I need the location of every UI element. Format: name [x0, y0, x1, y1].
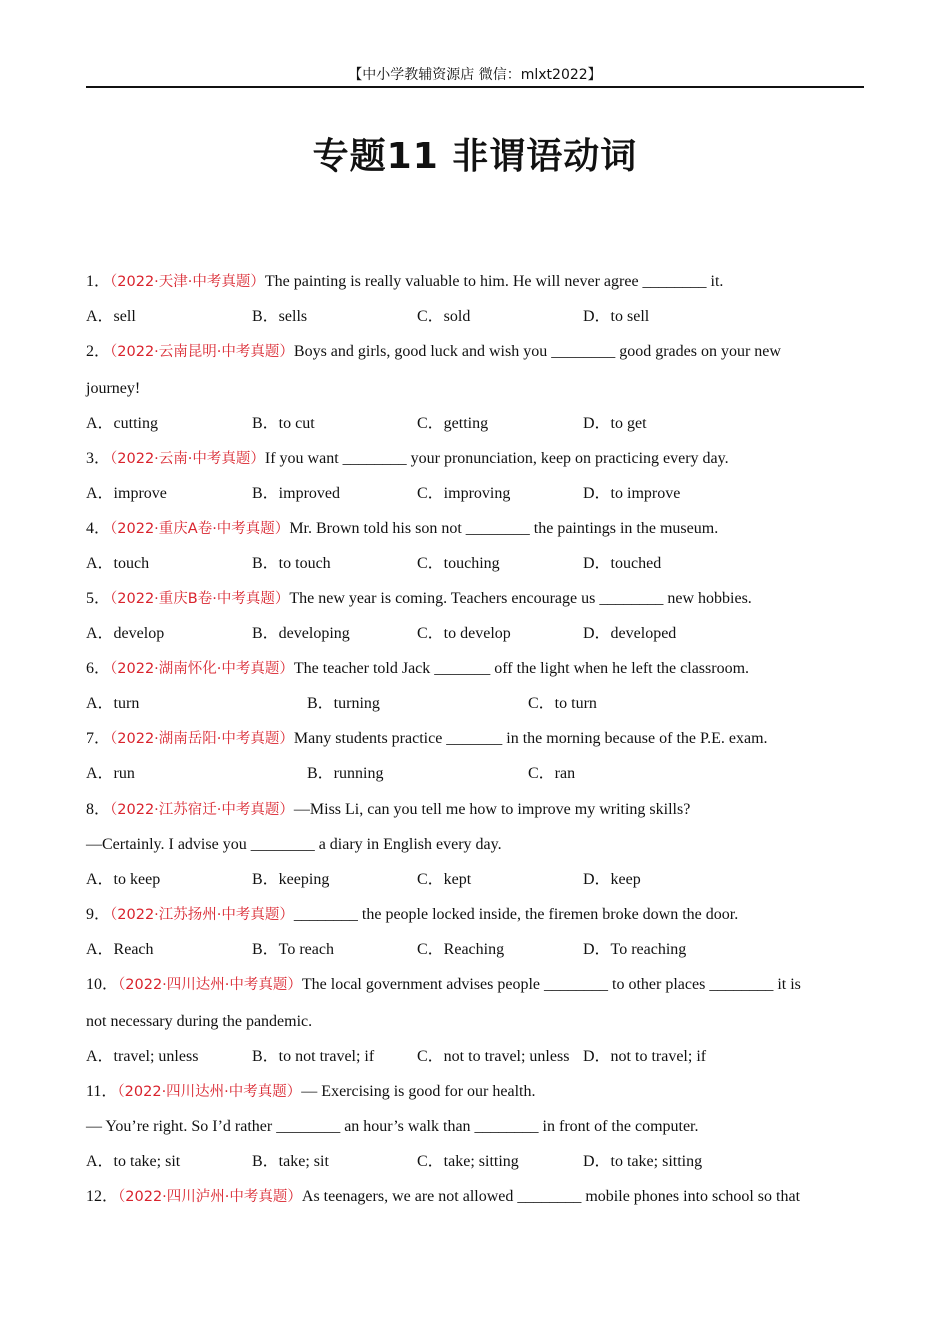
question-8 — [86, 800, 866, 820]
question-10 — [86, 975, 866, 995]
option-a: A．Reach — [86, 941, 154, 958]
question-source: （2022·四川泸州·中考真题） — [118, 1189, 302, 1205]
option-a: A．develop — [86, 625, 165, 642]
question-text: Boys and girls, good luck and wish you ________ good grades on your new — [293, 343, 781, 360]
question-number: 10． — [86, 976, 119, 993]
option-c: C．to develop — [417, 625, 511, 642]
options-5 — [86, 624, 866, 644]
question-source: （2022·湖南岳阳·中考真题） — [110, 731, 294, 747]
option-b: B．keeping — [252, 871, 330, 888]
option-d: D．To reaching — [583, 941, 687, 958]
option-d: D．to get — [583, 415, 647, 432]
option-b: B．to not travel; if — [252, 1048, 375, 1065]
option-a: A．cutting — [86, 415, 158, 432]
options-4 — [86, 554, 866, 574]
option-b: B．turning — [307, 695, 380, 712]
option-b: B．sells — [252, 308, 308, 325]
question-number: 3． — [86, 450, 111, 467]
option-b: B．to touch — [252, 555, 331, 572]
question-6 — [86, 659, 866, 679]
question-text: If you want ________ your pronunciation, keep on practicing every day. — [264, 450, 729, 467]
options-11 — [86, 1152, 866, 1172]
question-text: —Miss Li, can you tell me how to improve my writing skills? — [293, 801, 691, 818]
option-c: C．Reaching — [417, 941, 505, 958]
question-source: （2022·云南昆明·中考真题） — [110, 344, 294, 360]
question-text: As teenagers, we are not allowed ________ mobile phones into school so that — [301, 1188, 801, 1205]
question-source: （2022·四川达州·中考真题） — [118, 977, 302, 993]
option-a: A．to keep — [86, 871, 161, 888]
option-c: C．take; sitting — [417, 1153, 519, 1170]
option-c: C．kept — [417, 871, 472, 888]
options-7 — [86, 764, 866, 784]
option-d: D．not to travel; if — [583, 1048, 707, 1065]
question-1 — [86, 272, 866, 292]
options-3 — [86, 484, 866, 504]
option-a: A．touch — [86, 555, 150, 572]
option-b: B．to cut — [252, 415, 315, 432]
question-number: 2． — [86, 343, 111, 360]
question-text: The teacher told Jack _______ off the light when he left the classroom. — [293, 660, 750, 677]
question-source: （2022·天津·中考真题） — [110, 274, 265, 290]
option-c: C．to turn — [528, 695, 597, 712]
question-text: Many students practice _______ in the morning because of the P.E. exam. — [293, 730, 768, 747]
option-a: A．run — [86, 765, 135, 782]
question-source: （2022·湖南怀化·中考真题） — [110, 661, 294, 677]
question-text: The new year is coming. Teachers encourage us ________ new hobbies. — [289, 590, 752, 607]
question-number: 5． — [86, 590, 111, 607]
option-b: B．developing — [252, 625, 350, 642]
option-d: D．keep — [583, 871, 641, 888]
page-header: 【中小学教辅资源店 微信：mlxt2022】 — [86, 64, 864, 88]
question-3 — [86, 449, 866, 469]
question-11-continuation: — You’re right. So I’d rather ________ an hour’s walk than ________ in front of the computer. — [86, 1118, 699, 1135]
question-source: （2022·江苏扬州·中考真题） — [110, 907, 294, 923]
option-a: A．improve — [86, 485, 167, 502]
question-source: （2022·云南·中考真题） — [110, 451, 265, 467]
question-number: 7． — [86, 730, 111, 747]
question-9 — [86, 905, 866, 925]
question-text: Mr. Brown told his son not ________ the paintings in the museum. — [289, 520, 719, 537]
question-5 — [86, 589, 866, 609]
question-number: 9． — [86, 906, 111, 923]
question-source: （2022·重庆B卷·中考真题） — [110, 591, 290, 607]
options-8 — [86, 870, 866, 890]
option-d: D．touched — [583, 555, 662, 572]
option-b: B．running — [307, 765, 384, 782]
option-d: D．to sell — [583, 308, 650, 325]
question-source: （2022·重庆A卷·中考真题） — [110, 521, 290, 537]
question-2-continuation: journey! — [86, 380, 141, 397]
option-a: A．to take; sit — [86, 1153, 181, 1170]
option-a: A．turn — [86, 695, 140, 712]
question-source: （2022·四川达州·中考真题） — [117, 1084, 302, 1100]
question-number: 6． — [86, 660, 111, 677]
question-text: The local government advises people ________ to other places ________ it is — [301, 976, 801, 993]
options-9 — [86, 940, 866, 960]
question-number: 8． — [86, 801, 111, 818]
options-10 — [86, 1047, 866, 1067]
question-7 — [86, 729, 866, 749]
question-4 — [86, 519, 866, 539]
question-2 — [86, 342, 866, 362]
question-source: （2022·江苏宿迁·中考真题） — [110, 802, 294, 818]
options-2 — [86, 414, 866, 434]
option-a: A．travel; unless — [86, 1048, 199, 1065]
option-d: D．to improve — [583, 485, 681, 502]
page-title: 专题11 非谓语动词 — [312, 136, 638, 177]
option-a: A．sell — [86, 308, 136, 325]
question-8-continuation: —Certainly. I advise you ________ a diary in English every day. — [86, 836, 502, 853]
question-number: 12． — [86, 1188, 119, 1205]
question-10-continuation: not necessary during the pandemic. — [86, 1013, 313, 1030]
question-number: 4． — [86, 520, 111, 537]
question-text: — Exercising is good for our health. — [301, 1083, 536, 1100]
option-b: B．improved — [252, 485, 340, 502]
options-1 — [86, 307, 866, 327]
option-c: C．getting — [417, 415, 489, 432]
question-12 — [86, 1187, 866, 1207]
option-d: D．to take; sitting — [583, 1153, 703, 1170]
option-d: D．developed — [583, 625, 677, 642]
question-number: 1． — [86, 273, 111, 290]
option-b: B．To reach — [252, 941, 334, 958]
question-11 — [86, 1082, 866, 1102]
question-text: The painting is really valuable to him. He will never agree ________ it. — [264, 273, 724, 290]
option-c: C．touching — [417, 555, 500, 572]
options-6 — [86, 694, 866, 714]
option-b: B．take; sit — [252, 1153, 329, 1170]
option-c: C．ran — [528, 765, 576, 782]
option-c: C．not to travel; unless — [417, 1048, 570, 1065]
question-text: ________ the people locked inside, the firemen broke down the door. — [293, 906, 739, 923]
option-c: C．sold — [417, 308, 471, 325]
option-c: C．improving — [417, 485, 511, 502]
question-number: 11． — [86, 1083, 118, 1100]
